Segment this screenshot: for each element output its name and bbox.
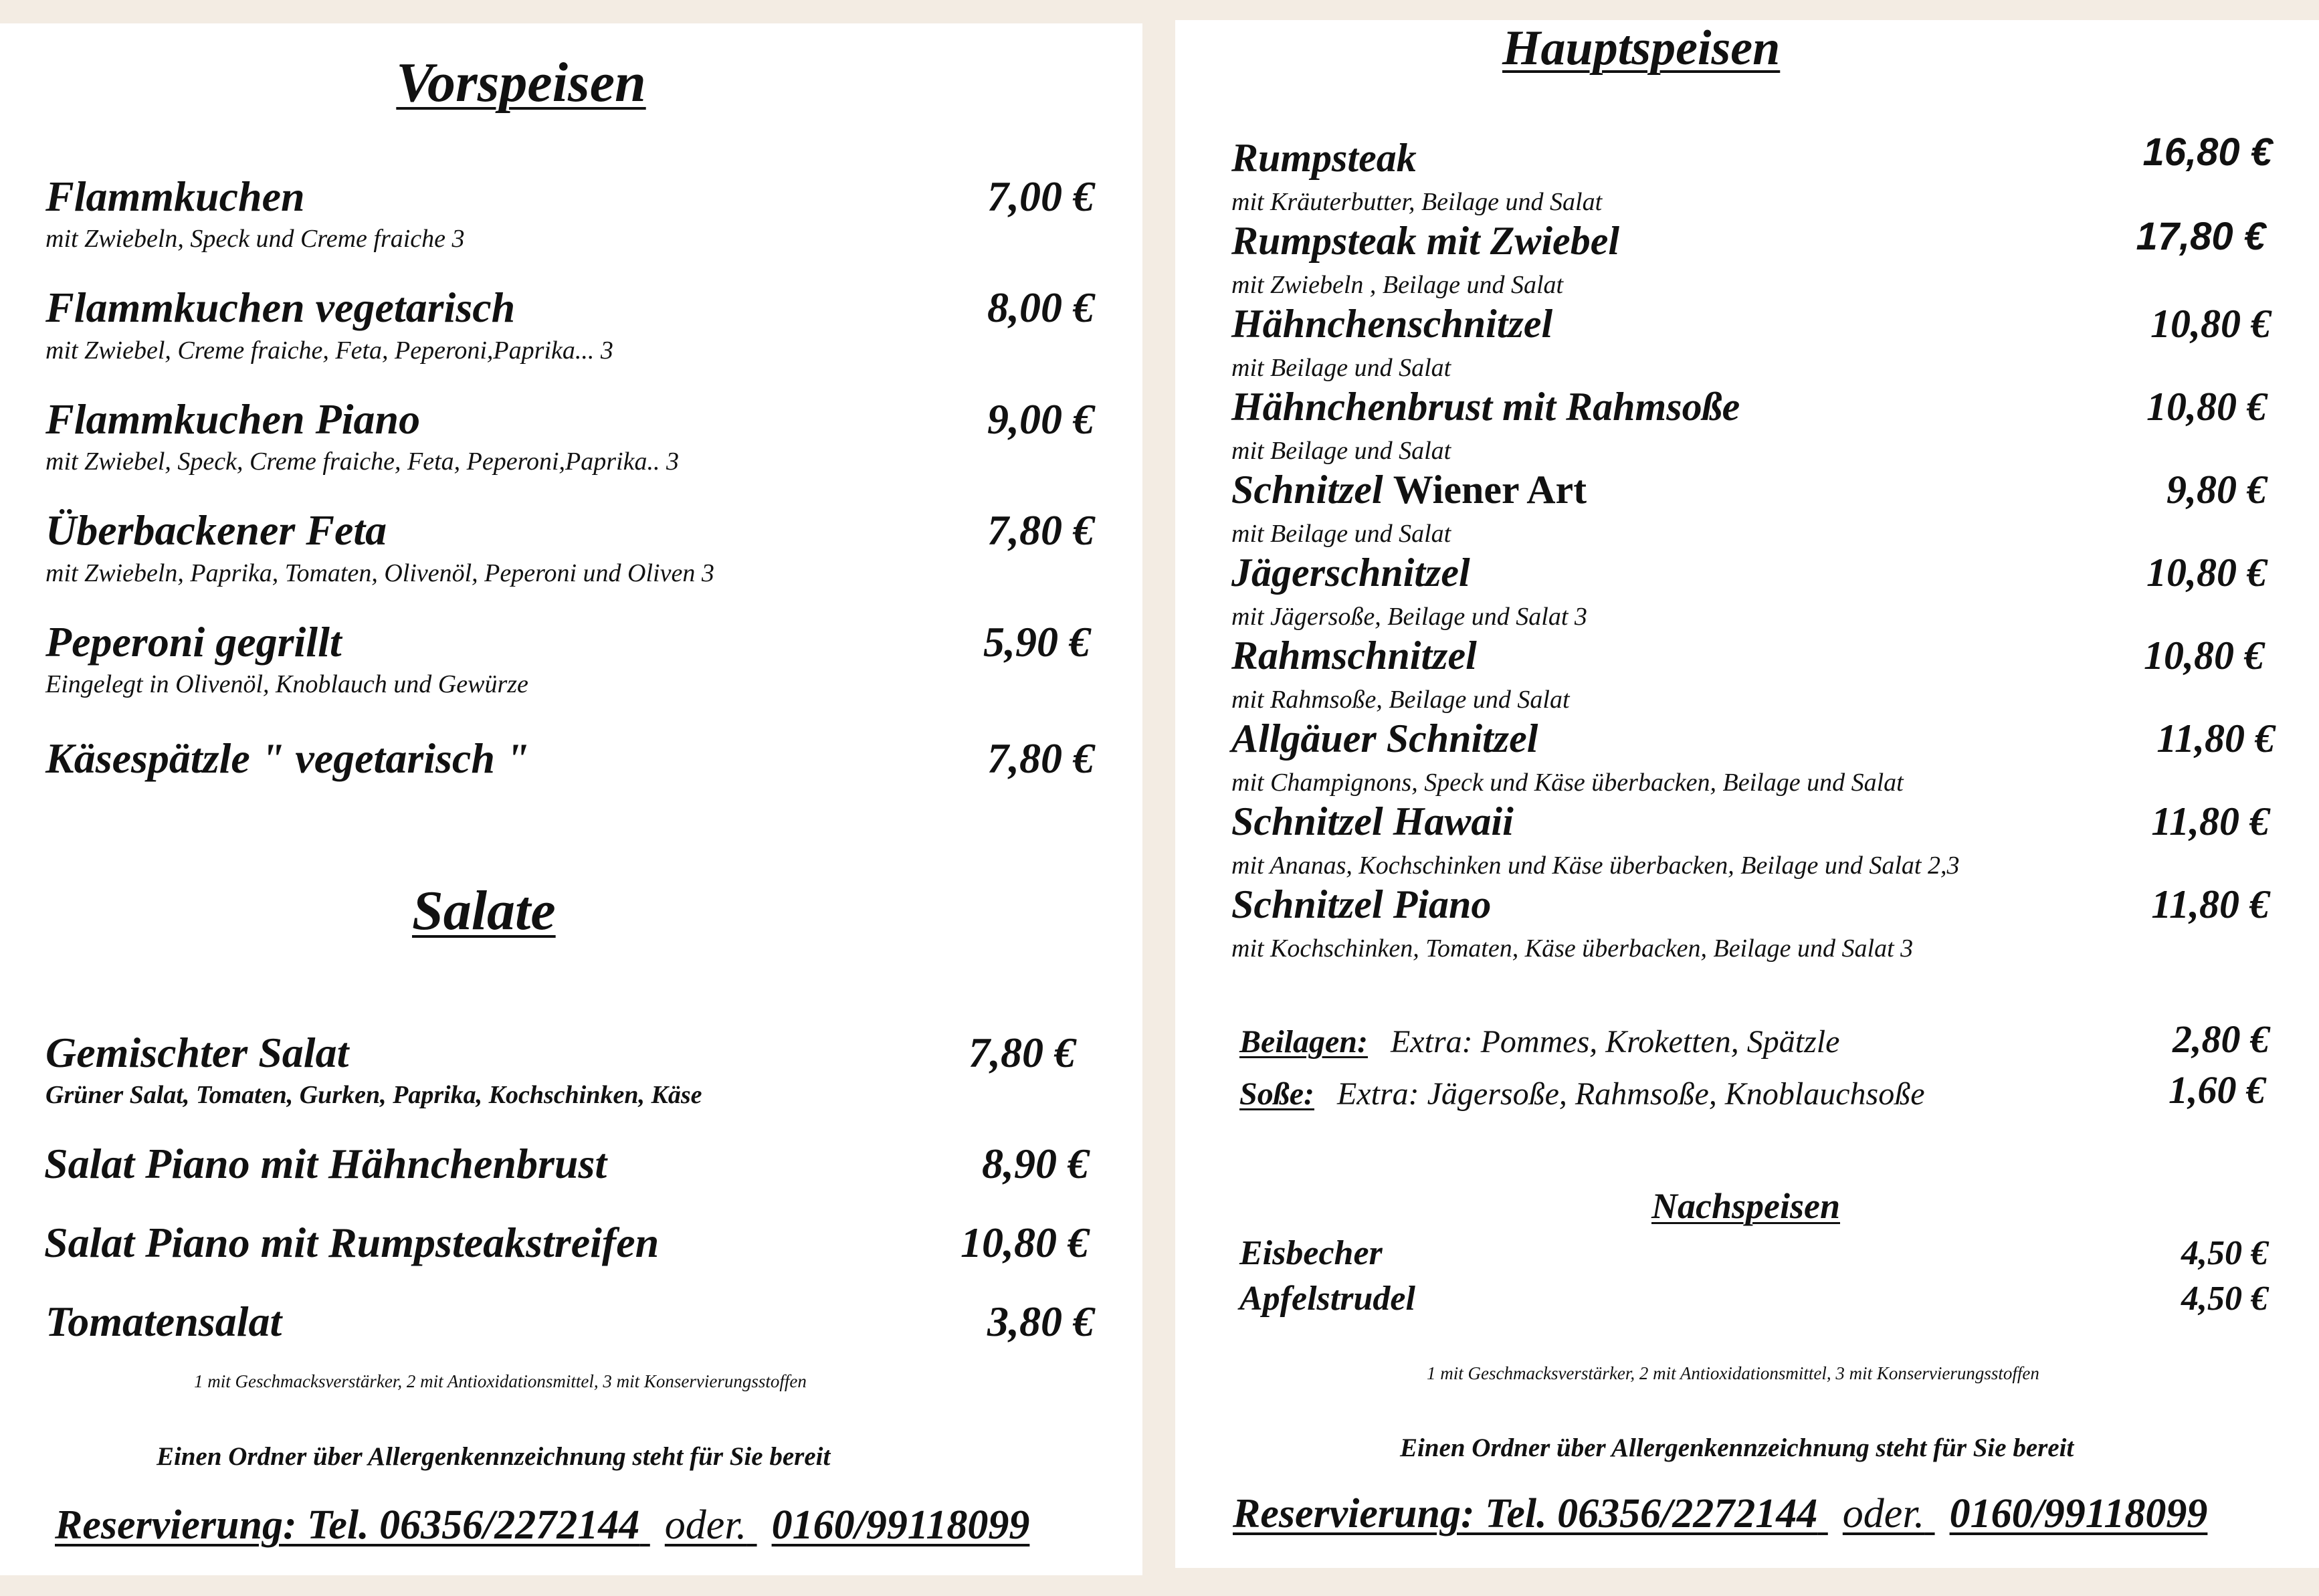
menu-item-desc: mit Zwiebeln, Paprika, Tomaten, Olivenöl, Peperoni und Oliven 3 — [45, 559, 714, 587]
menu-item-name: Apfelstrudel — [1239, 1280, 1415, 1318]
menu-page-right — [1175, 20, 2319, 1568]
beilagen-row — [1239, 1023, 1839, 1060]
reservation-phone: Reservierung: Tel. 06356/2272144 — [55, 1502, 640, 1548]
menu-item-price: 3,80 € — [987, 1298, 1094, 1345]
menu-item-desc: mit Zwiebel, Speck, Creme fraiche, Feta, Peperoni,Paprika.. 3 — [45, 447, 679, 476]
menu-item-desc: mit Champignons, Speck und Käse überbacken, Beilage und Salat — [1231, 769, 1904, 797]
menu-item-desc: mit Zwiebel, Creme fraiche, Feta, Peperoni,Paprika... 3 — [45, 336, 613, 365]
menu-item-desc: mit Beilage und Salat — [1231, 520, 1451, 548]
menu-item-price: 8,90 € — [982, 1140, 1089, 1187]
menu-item-name: Überbackener Feta — [45, 506, 387, 554]
menu-item-name: Flammkuchen vegetarisch — [45, 284, 516, 331]
menu-item-name-main: Schnitzel — [1231, 468, 1383, 512]
menu-item-price: 7,80 € — [987, 506, 1094, 554]
menu-item-name: Salat Piano mit Rumpsteakstreifen — [44, 1219, 660, 1266]
menu-item-price: 10,80 € — [2146, 551, 2267, 595]
menu-item-name: Rahmschnitzel — [1231, 633, 1477, 678]
sosse-price: 1,60 € — [2169, 1068, 2265, 1112]
menu-item-desc: mit Zwiebeln, Speck und Creme fraiche 3 — [45, 225, 465, 253]
menu-item-desc: mit Zwiebeln , Beilage und Salat — [1231, 271, 1564, 299]
reservation-line — [1233, 1490, 2207, 1538]
menu-item-price: 5,90 € — [983, 618, 1090, 666]
allergen-note: Einen Ordner über Allergenkennzeichnung steht für Sie bereit — [1400, 1433, 2074, 1462]
menu-item-price: 11,80 € — [2151, 799, 2270, 843]
menu-item-price: 10,80 € — [2144, 633, 2264, 678]
menu-item-name: Allgäuer Schnitzel — [1231, 716, 1538, 761]
menu-item-desc: mit Kräuterbutter, Beilage und Salat — [1231, 188, 1603, 216]
menu-item-price: 11,80 € — [2151, 882, 2270, 926]
menu-item-name: Flammkuchen Piano — [45, 395, 421, 443]
reservation-phone: Reservierung: Tel. 06356/2272144 — [1233, 1491, 1818, 1536]
footnote-additives: 1 mit Geschmacksverstärker, 2 mit Antioxidationsmittel, 3 mit Konservierungsstoffen — [1427, 1363, 2039, 1383]
menu-item-name: Rumpsteak — [1231, 136, 1417, 180]
menu-item-price: 11,80 € — [2156, 716, 2275, 761]
menu-item-price: 7,80 € — [987, 734, 1094, 782]
menu-item-name: Flammkuchen — [45, 173, 305, 220]
sosse-label: Soße: — [1239, 1076, 1314, 1112]
allergen-note: Einen Ordner über Allergenkennzeichnung steht für Sie bereit — [157, 1442, 831, 1471]
menu-item-name-extra: Wiener Art — [1393, 468, 1587, 512]
menu-item-desc: mit Kochschinken, Tomaten, Käse überbacken, Beilage und Salat 3 — [1231, 934, 1914, 963]
footnote-additives: 1 mit Geschmacksverstärker, 2 mit Antioxidationsmittel, 3 mit Konservierungsstoffen — [194, 1371, 807, 1391]
menu-item-name: Salat Piano mit Hähnchenbrust — [44, 1140, 607, 1187]
menu-item-price: 10,80 € — [2146, 385, 2267, 429]
reservation-line — [55, 1502, 1029, 1549]
sosse-row — [1239, 1076, 1925, 1112]
section-title-vorspeisen: Vorspeisen — [396, 52, 646, 114]
menu-item-price: 10,80 € — [2150, 302, 2271, 346]
menu-item-price: 4,50 € — [2181, 1280, 2268, 1318]
beilagen-text: Extra: Pommes, Kroketten, Spätzle — [1390, 1024, 1840, 1060]
menu-item-name: Hähnchenschnitzel — [1231, 302, 1553, 346]
reservation-mobile: 0160/99118099 — [1949, 1491, 2208, 1536]
section-title-hauptspeisen: Hauptspeisen — [1502, 21, 1781, 76]
menu-item-name: Schnitzel Piano — [1231, 882, 1492, 926]
sosse-text: Extra: Jägersoße, Rahmsoße, Knoblauchsoße — [1336, 1076, 1925, 1112]
menu-item-name — [1231, 467, 1587, 513]
menu-item-desc: mit Jägersoße, Beilage und Salat 3 — [1231, 603, 1587, 631]
menu-item-price: 7,00 € — [987, 173, 1094, 220]
menu-item-desc: mit Ananas, Kochschinken und Käse überbacken, Beilage und Salat 2,3 — [1231, 852, 1960, 880]
menu-item-price: 4,50 € — [2181, 1234, 2268, 1272]
menu-item-name: Schnitzel Hawaii — [1231, 799, 1514, 843]
section-title-nachspeisen: Nachspeisen — [1651, 1186, 1840, 1226]
menu-item-name: Hähnchenbrust mit Rahmsoße — [1231, 385, 1740, 429]
reservation-oder: oder. — [1842, 1491, 1925, 1536]
menu-item-name: Jägerschnitzel — [1231, 551, 1470, 595]
menu-item-desc: Eingelegt in Olivenöl, Knoblauch und Gewürze — [45, 670, 528, 698]
menu-item-price: 10,80 € — [961, 1219, 1089, 1266]
beilagen-label: Beilagen: — [1239, 1024, 1368, 1060]
menu-item-price: 7,80 € — [969, 1029, 1076, 1076]
menu-item-name: Gemischter Salat — [45, 1029, 349, 1076]
menu-item-name: Käsespätzle " vegetarisch " — [45, 734, 530, 782]
menu-item-price: 9,80 € — [2166, 468, 2267, 512]
menu-item-price: 8,00 € — [987, 284, 1094, 331]
menu-item-desc: mit Beilage und Salat — [1231, 437, 1451, 465]
menu-item-desc: mit Beilage und Salat — [1231, 354, 1451, 382]
menu-item-name: Rumpsteak mit Zwiebel — [1231, 219, 1619, 263]
menu-item-desc: Grüner Salat, Tomaten, Gurken, Paprika, Kochschinken, Käse — [45, 1081, 702, 1109]
section-title-salate: Salate — [412, 880, 556, 942]
menu-item-name: Tomatensalat — [45, 1298, 282, 1345]
beilagen-price: 2,80 € — [2173, 1017, 2270, 1061]
menu-page-left — [0, 23, 1142, 1575]
menu-item-price: 9,00 € — [987, 395, 1094, 443]
reservation-mobile: 0160/99118099 — [771, 1502, 1030, 1548]
menu-item-price: 17,80 € — [2136, 215, 2265, 258]
menu-item-desc: mit Rahmsoße, Beilage und Salat — [1231, 686, 1570, 714]
menu-item-name: Eisbecher — [1239, 1234, 1383, 1272]
menu-item-price: 16,80 € — [2142, 130, 2272, 174]
reservation-oder: oder. — [664, 1502, 747, 1548]
menu-item-name: Peperoni gegrillt — [45, 618, 342, 666]
